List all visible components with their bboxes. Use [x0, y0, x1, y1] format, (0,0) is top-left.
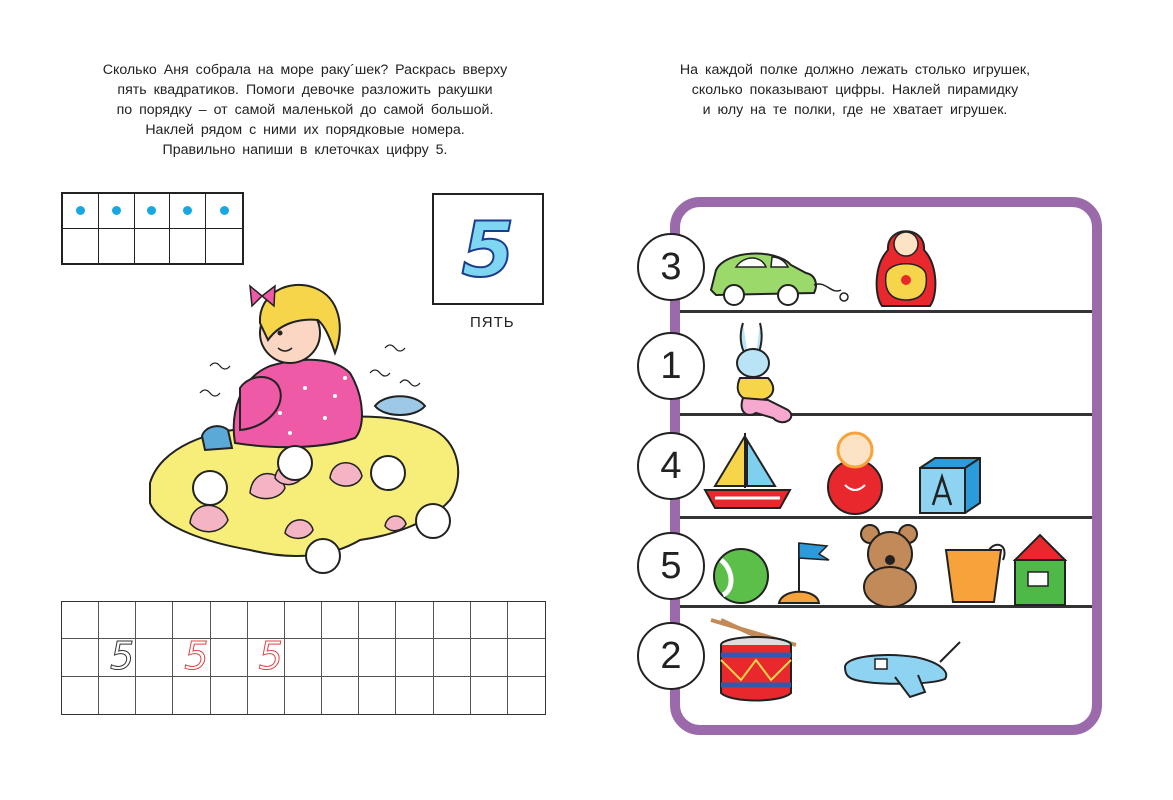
- left-instruction-line: Наклей рядом с ними их порядковые номера.: [145, 122, 465, 138]
- coloring-square[interactable]: [63, 229, 99, 264]
- writing-cell[interactable]: [285, 677, 322, 714]
- coloring-square[interactable]: [99, 194, 135, 229]
- coloring-squares-grid: [61, 192, 244, 265]
- writing-cell[interactable]: [248, 634, 285, 679]
- roly-poly-doll-icon: [815, 425, 895, 517]
- girl-on-beach-illustration: [140, 278, 470, 578]
- handwriting-grid: [61, 601, 546, 715]
- writing-cell[interactable]: [62, 602, 99, 639]
- writing-cell[interactable]: [359, 677, 396, 714]
- right-instruction-line: На каждой полке должно лежать столько игрушек,: [679, 62, 1031, 78]
- left-instruction-line: Сколько Аня собрала на море раку´шек? Раскрась вверху: [102, 62, 508, 78]
- writing-cell[interactable]: [62, 639, 99, 676]
- toy-spinner-flag-icon: [777, 538, 837, 608]
- shelf-board: [680, 310, 1092, 313]
- writing-cell[interactable]: [396, 602, 433, 639]
- writing-cell[interactable]: [396, 677, 433, 714]
- tracing-digit: 5: [184, 634, 209, 679]
- writing-cell[interactable]: [62, 677, 99, 714]
- writing-cell[interactable]: [471, 602, 508, 639]
- writing-cell[interactable]: [322, 602, 359, 639]
- toy-car-icon: [706, 245, 851, 310]
- toy-ball-icon: [709, 545, 774, 607]
- coloring-square[interactable]: [63, 194, 99, 229]
- numeral-five: 5: [461, 204, 515, 294]
- writing-cell[interactable]: [136, 677, 173, 714]
- right-instruction-line: и юлу на те полки, где не хватает игрушек.: [702, 102, 1008, 118]
- coloring-square[interactable]: [99, 229, 135, 264]
- left-instruction-line: по порядку – от самой маленькой до самой большой.: [116, 102, 494, 118]
- dot-icon: [112, 206, 121, 215]
- left-instruction-line: пять квадратиков. Помоги девочке разложить ракушки: [117, 82, 493, 98]
- left-instructions: [70, 60, 540, 160]
- writing-cell[interactable]: [285, 602, 322, 639]
- writing-cell[interactable]: [508, 602, 545, 639]
- toy-airplane-icon: [840, 637, 970, 699]
- letter-block-icon: [915, 453, 985, 518]
- writing-cell[interactable]: [322, 677, 359, 714]
- left-instruction-line: Правильно напиши в клеточках цифру 5.: [162, 142, 448, 158]
- dot-icon: [220, 206, 229, 215]
- shelf-number-circle: 1: [637, 332, 705, 400]
- writing-cell[interactable]: [173, 677, 210, 714]
- writing-cell[interactable]: [99, 634, 136, 679]
- coloring-square[interactable]: [206, 194, 242, 229]
- writing-cell[interactable]: [211, 677, 248, 714]
- writing-cell[interactable]: [359, 602, 396, 639]
- toy-drum-icon: [706, 615, 806, 705]
- tracing-digit: 5: [258, 634, 283, 679]
- coloring-square[interactable]: [170, 229, 206, 264]
- toy-house-icon: [1010, 530, 1070, 608]
- writing-cell[interactable]: [434, 602, 471, 639]
- writing-cell[interactable]: [508, 639, 545, 676]
- shelf-number-circle: 4: [637, 432, 705, 500]
- writing-cell[interactable]: [173, 634, 210, 679]
- writing-cell[interactable]: [471, 677, 508, 714]
- bucket-icon: [941, 540, 1009, 607]
- coloring-square[interactable]: [206, 229, 242, 264]
- toy-sailboat-icon: [700, 428, 795, 518]
- writing-cell[interactable]: [434, 677, 471, 714]
- toy-bunny-icon: [728, 318, 808, 433]
- shelf-number-circle: 3: [637, 233, 705, 301]
- writing-cell[interactable]: [211, 602, 248, 639]
- matryoshka-icon: [868, 220, 943, 310]
- numeral-word: ПЯТЬ: [470, 314, 515, 331]
- teddy-bear-icon: [850, 522, 935, 610]
- right-instructions: [650, 60, 1060, 120]
- writing-cell[interactable]: [136, 602, 173, 639]
- tracing-digit: 5: [109, 634, 135, 679]
- writing-cell[interactable]: [285, 639, 322, 676]
- writing-cell[interactable]: [248, 677, 285, 714]
- right-instruction-line: сколько показывают цифры. Наклей пирамидку: [691, 82, 1019, 98]
- shelf-number-circle: 5: [637, 532, 705, 600]
- dot-icon: [183, 206, 192, 215]
- writing-cell[interactable]: [359, 639, 396, 676]
- writing-cell[interactable]: [136, 639, 173, 676]
- writing-cell[interactable]: [211, 639, 248, 676]
- writing-cell[interactable]: [434, 639, 471, 676]
- writing-cell[interactable]: [471, 639, 508, 676]
- coloring-square[interactable]: [135, 229, 171, 264]
- writing-cell[interactable]: [322, 639, 359, 676]
- writing-cell[interactable]: [508, 677, 545, 714]
- writing-cell[interactable]: [396, 639, 433, 676]
- dot-icon: [147, 206, 156, 215]
- shelf-number-circle: 2: [637, 622, 705, 690]
- coloring-square[interactable]: [170, 194, 206, 229]
- writing-cell[interactable]: [99, 677, 136, 714]
- coloring-square[interactable]: [135, 194, 171, 229]
- dot-icon: [76, 206, 85, 215]
